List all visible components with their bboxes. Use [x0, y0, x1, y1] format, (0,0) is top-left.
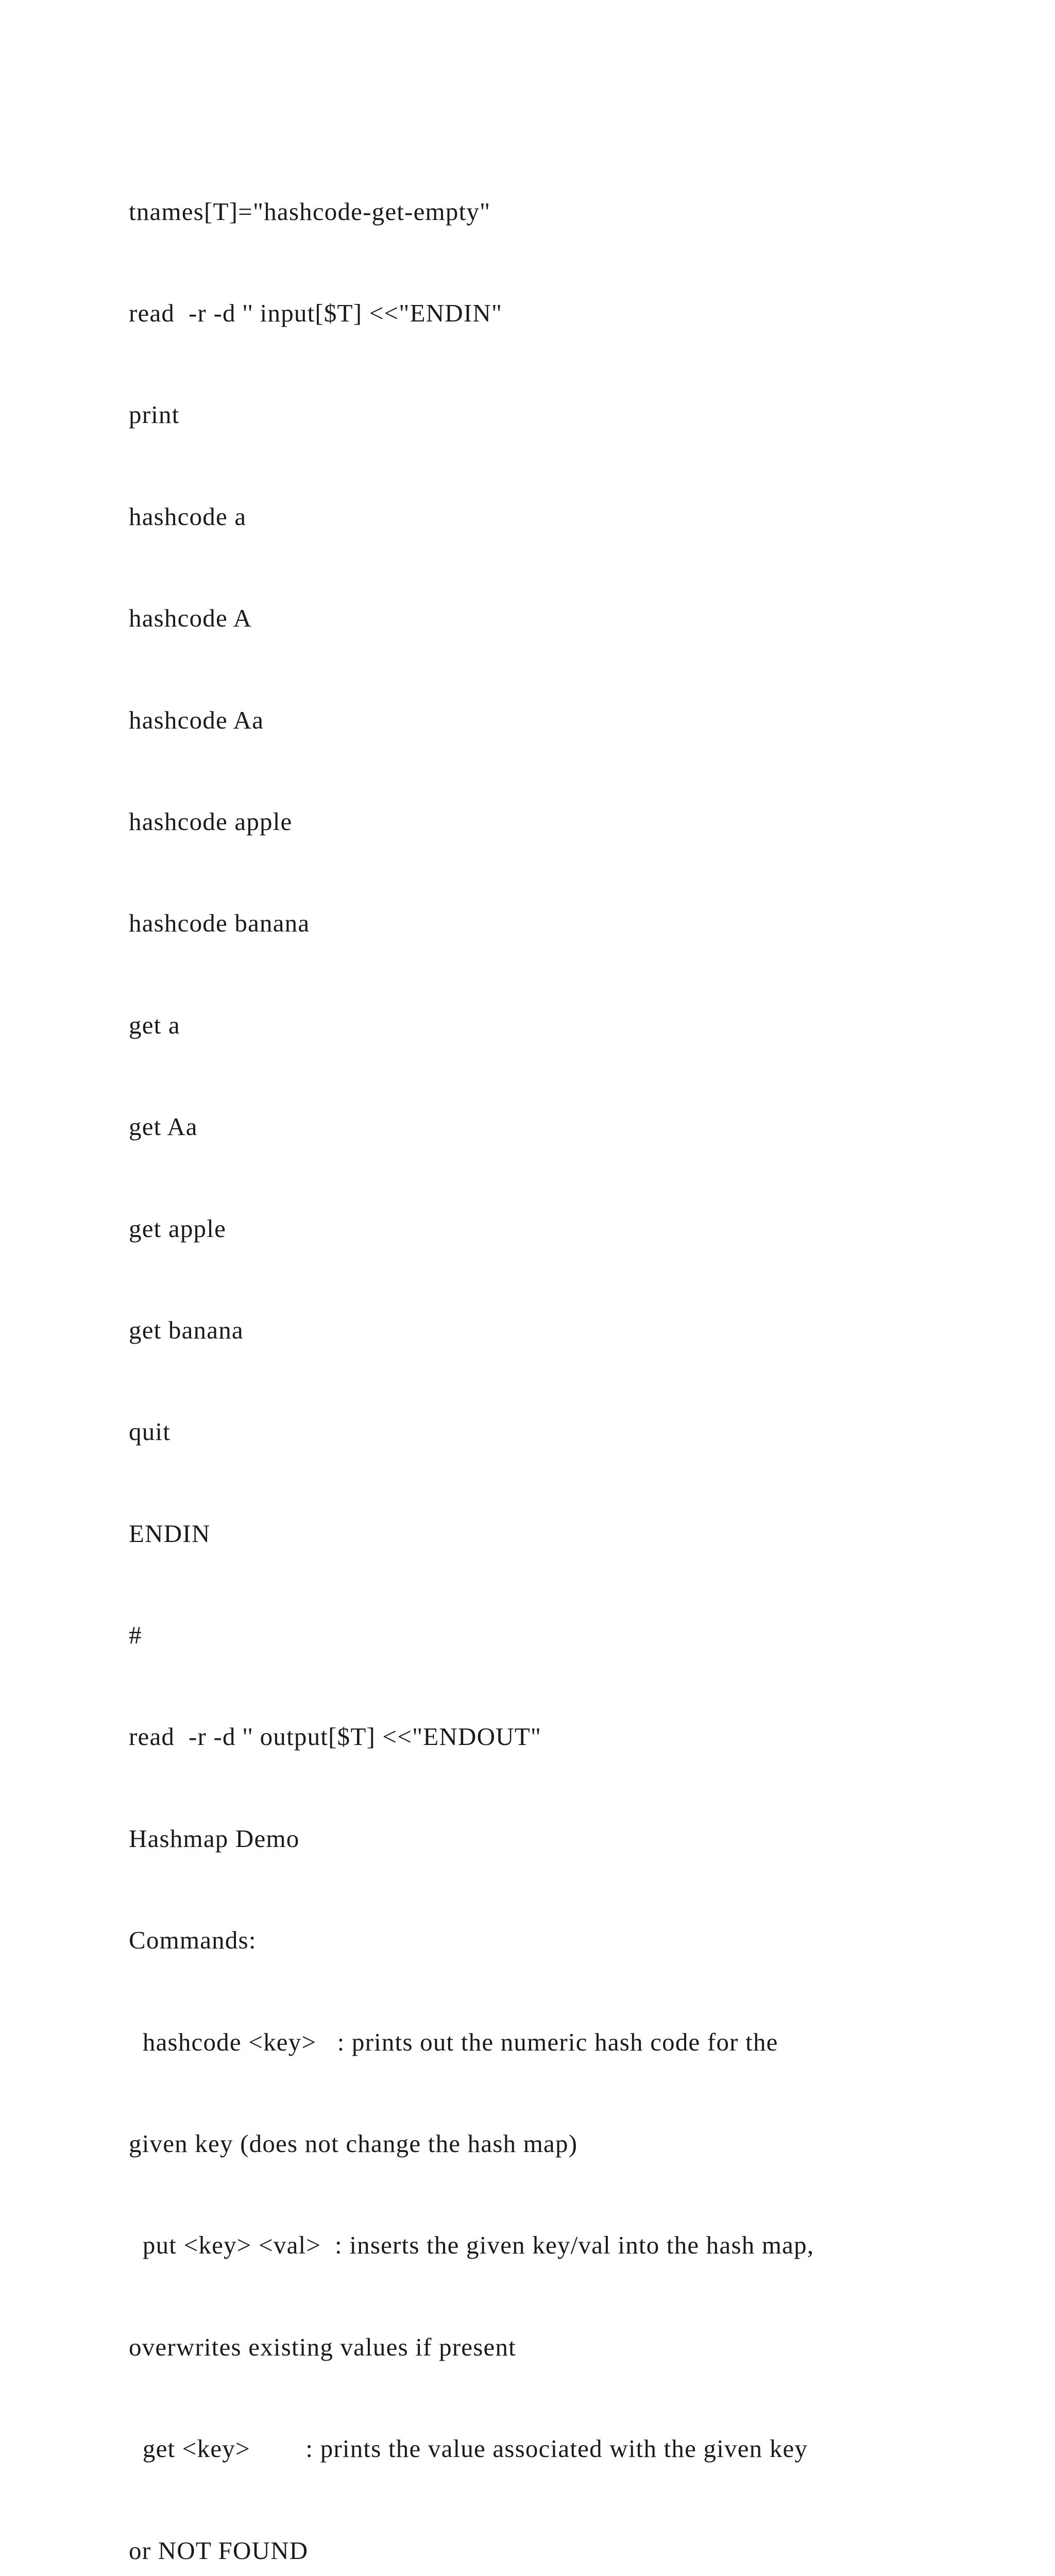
text-line: hashcode Aa: [129, 705, 264, 734]
text-line: read -r -d '' input[$T] <<"ENDIN": [129, 298, 503, 327]
text-line: quit: [129, 1417, 171, 1446]
text-line: hashcode a: [129, 502, 247, 531]
text-line: get a: [129, 1010, 180, 1039]
text-line: #: [129, 1621, 142, 1650]
text-line: overwrites existing values if present: [129, 2332, 516, 2361]
text-line: ENDIN: [129, 1519, 211, 1548]
text-line: hashcode apple: [129, 807, 293, 836]
text-line: get apple: [129, 1214, 227, 1243]
text-line: tnames[T]="hashcode-get-empty": [129, 197, 491, 226]
text-line: given key (does not change the hash map): [129, 2129, 578, 2158]
text-line: hashcode A: [129, 604, 252, 633]
text-line: hashcode banana: [129, 909, 310, 938]
text-line: Hashmap Demo: [129, 1824, 300, 1853]
text-line: hashcode <key> : prints out the numeric hash code for the: [129, 2027, 778, 2056]
text-line: print: [129, 400, 180, 429]
text-line: get banana: [129, 1315, 244, 1344]
text-line: get <key> : prints the value associated with the given key: [129, 2434, 808, 2463]
text-line: Commands:: [129, 1926, 257, 1955]
text-line: read -r -d '' output[$T] <<"ENDOUT": [129, 1722, 542, 1751]
text-line: get Aa: [129, 1112, 198, 1141]
text-line: put <key> <val> : inserts the given key/val into the hash map,: [129, 2231, 814, 2260]
text-line: or NOT FOUND: [129, 2536, 309, 2565]
document-body: [129, 127, 932, 2576]
